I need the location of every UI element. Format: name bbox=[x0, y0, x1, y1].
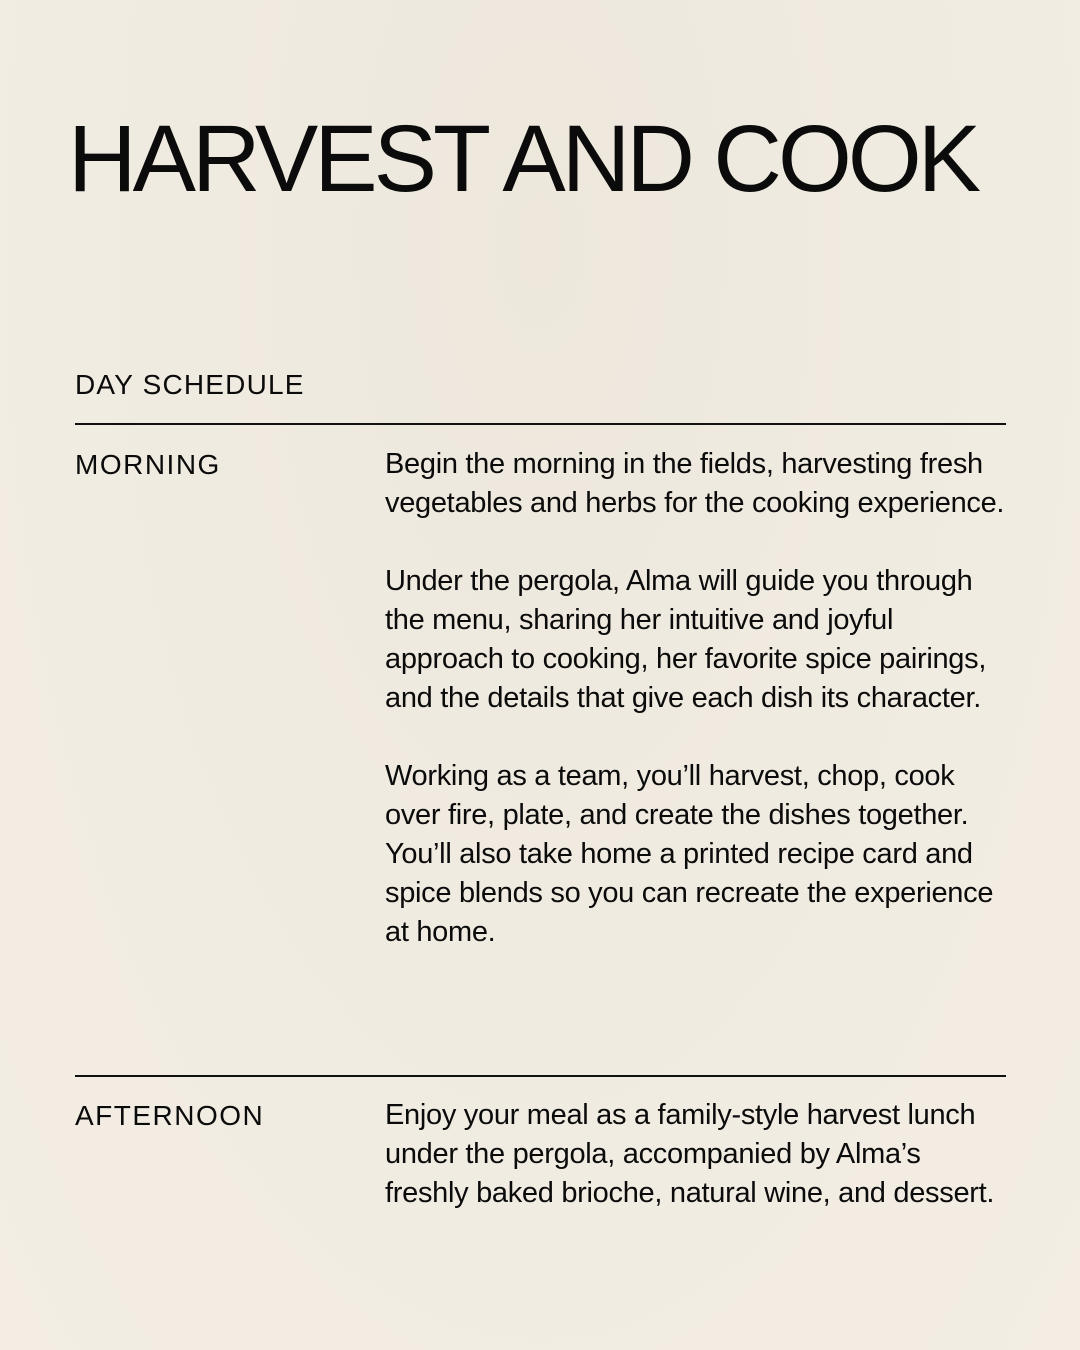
day-schedule-heading: DAY SCHEDULE bbox=[75, 369, 305, 400]
afternoon-paragraph: Enjoy your meal as a family-style harvest lunch under the pergola, accompanied by Alma’s freshly baked brioche, natural wine, and dessert. bbox=[385, 1099, 995, 1209]
morning-label: MORNING bbox=[75, 449, 221, 480]
afternoon-label: AFTERNOON bbox=[75, 1100, 265, 1131]
page-title: HARVEST AND COOK bbox=[68, 106, 978, 212]
morning-paragraph: Working as a team, you’ll harvest, chop, cook over fire, plate, and create the dishes together. You’ll also take home a printed recipe card and spice blends so you can recreate the experience at home. bbox=[385, 760, 994, 948]
afternoon-description bbox=[385, 1096, 1010, 1213]
divider-middle bbox=[75, 1075, 1006, 1077]
morning-description bbox=[385, 445, 1010, 952]
morning-paragraph: Under the pergola, Alma will guide you through the menu, sharing her intuitive and joyful approach to cooking, her favorite spice pairings, and the details that give each dish its character. bbox=[385, 565, 987, 714]
morning-paragraph: Begin the morning in the fields, harvesting fresh vegetables and herbs for the cooking experience. bbox=[385, 448, 1005, 519]
divider-top bbox=[75, 423, 1006, 425]
